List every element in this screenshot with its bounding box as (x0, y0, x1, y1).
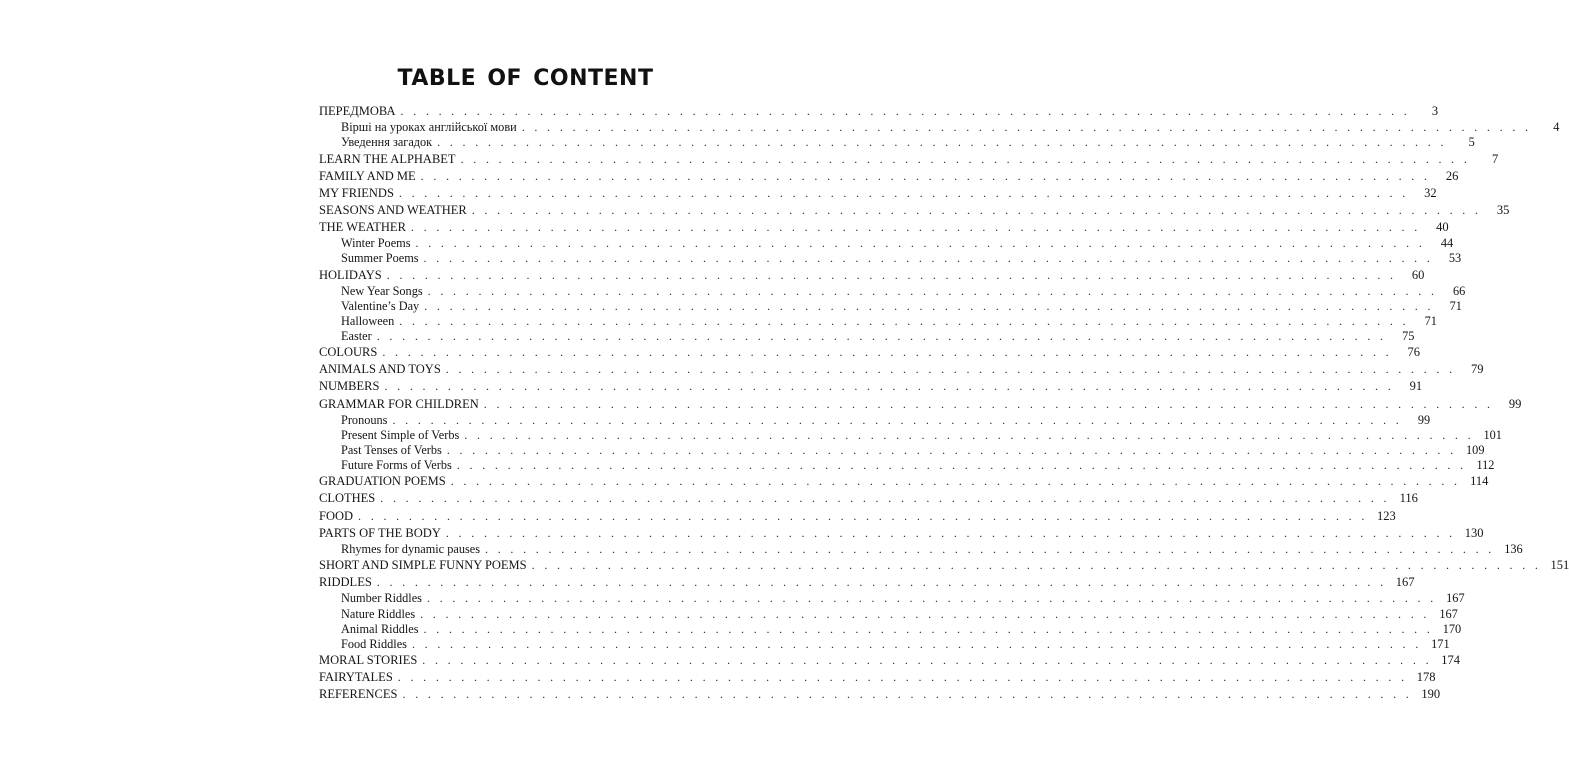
toc-subsection-entry (319, 591, 1465, 606)
dot-leader: . . . . . . . . . . . . . . . . . . . . . . . . . . . . . . . . . . . . . . . . . . . . . . . . . . . . . . . . . . . . . . . . . . . . . . . . . . . . . . . . (426, 591, 1437, 606)
dot-leader: . . . . . . . . . . . . . . . . . . . . . . . . . . . . . . . . . . . . . . . . . . . . . . . . . . . . . . . . . . . . . . . . . . . . . . . . . . . . . . . . (415, 236, 1426, 251)
toc-entry-page-number: 114 (1470, 474, 1489, 489)
toc-section-entry (319, 168, 1459, 185)
dot-leader: . . . . . . . . . . . . . . . . . . . . . . . . . . . . . . . . . . . . . . . . . . . . . . . . . . . . . . . . . . . . . . . . . . . . . . . . . . . . . . . . (386, 267, 1397, 282)
dot-leader: . . . . . . . . . . . . . . . . . . . . . . . . . . . . . . . . . . . . . . . . . . . . . . . . . . . . . . . . . . . . . . . . . . . . . . . . . . . . . . . . (410, 219, 1421, 234)
toc-entry-page-number: 101 (1483, 428, 1502, 443)
dot-leader: . . . . . . . . . . . . . . . . . . . . . . . . . . . . . . . . . . . . . . . . . . . . . . . . . . . . . . . . . . . . . . . . . . . . . . . . . . . . . . . . (437, 135, 1447, 150)
toc-subsection-entry (319, 314, 1437, 329)
toc-entry-page-number: 79 (1470, 362, 1484, 377)
toc-entry-page-number: 26 (1445, 168, 1459, 183)
dot-leader: . . . . . . . . . . . . . . . . . . . . . . . . . . . . . . . . . . . . . . . . . . . . . . . . . . . . . . . . . . . . . . . . . . . . . . . . . . . . . . . . (382, 345, 1392, 360)
toc-subsection-entry (319, 621, 1462, 637)
toc-entry-label: LEARN THE ALPHABET (319, 151, 456, 166)
dot-leader: . . . . . . . . . . . . . . . . . . . . . . . . . . . . . . . . . . . . . . . . . . . . . . . . . . . . . . . . . . . . . . . . . . . . . . . . . . . . . . . . (460, 151, 1471, 166)
toc-entry-page-number: 32 (1424, 185, 1437, 200)
toc-entry-label: Уведення загадок (341, 135, 433, 150)
toc-subsection-entry (319, 443, 1485, 458)
dot-leader: . . . . . . . . . . . . . . . . . . . . . . . . . . . . . . . . . . . . . . . . . . . . . . . . . . . . . . . . . . . . . . . . . . . . . . . . . . . . . . . . (400, 104, 1411, 118)
toc-entry-label: Present Simple of Verbs (341, 428, 460, 443)
toc-subsection-entry (319, 120, 1560, 135)
toc-section-entry (319, 473, 1489, 490)
toc-section-entry (319, 574, 1415, 591)
toc-entry-page-number: 99 (1508, 396, 1522, 411)
toc-entry-label: Number Riddles (341, 591, 422, 606)
page-title: TABLE OF CONTENT (397, 66, 654, 91)
toc-entry-label: Past Tenses of Verbs (341, 443, 442, 458)
toc-entry-page-number: 167 (1446, 591, 1465, 606)
dot-leader: . . . . . . . . . . . . . . . . . . . . . . . . . . . . . . . . . . . . . . . . . . . . . . . . . . . . . . . . . . . . . . . . . . . . . . . . . . . . . . . . (397, 670, 1408, 685)
toc-section-entry (319, 669, 1436, 686)
toc-entry-page-number: 4 (1553, 120, 1560, 135)
toc-section-entry (319, 202, 1510, 219)
dot-leader: . . . . . . . . . . . . . . . . . . . . . . . . . . . . . . . . . . . . . . . . . . . . . . . . . . . . . . . . . . . . . . . . . . . . . . . . . . . . . . . . (399, 314, 1409, 329)
toc-entry-label: Rhymes for dynamic pauses (341, 541, 480, 556)
toc-entry-label: FOOD (319, 508, 354, 523)
toc-list (319, 103, 1569, 703)
dot-leader: . . . . . . . . . . . . . . . . . . . . . . . . . . . . . . . . . . . . . . . . . . . . . . . . . . . . . . . . . . . . . . . . . . . . . . . . . . . . . . . . (422, 652, 1432, 667)
dot-leader: . . . . . . . . . . . . . . . . . . . . . . . . . . . . . . . . . . . . . . . . . . . . . . . . . . . . . . . . . . . . . . . . . . . . . . . . . . . . . . . . (446, 443, 1457, 458)
toc-entry-page-number: 3 (1431, 104, 1439, 118)
toc-section-entry (319, 103, 1439, 120)
toc-subsection-entry (319, 329, 1415, 344)
dot-leader: . . . . . . . . . . . . . . . . . . . . . . . . . . . . . . . . . . . . . . . . . . . . . . . . . . . . . . . . . . . . . . . . . . . . . . . . . . . . . . . . (521, 120, 1532, 135)
dot-leader: . . . . . . . . . . . . . . . . . . . . . . . . . . . . . . . . . . . . . . . . . . . . . . . . . . . . . . . . . . . . . . . . . . . . . . . . . . . . . . . . (456, 458, 1467, 473)
toc-entry-label: Easter (341, 329, 372, 344)
toc-entry-label: SEASONS AND WEATHER (319, 202, 467, 217)
toc-entry-label: GRAMMAR FOR CHILDREN (319, 396, 479, 411)
toc-subsection-entry (319, 135, 1475, 150)
toc-subsection-entry (319, 236, 1454, 251)
dot-leader: . . . . . . . . . . . . . . . . . . . . . . . . . . . . . . . . . . . . . . . . . . . . . . . . . . . . . . . . . . . . . . . . . . . . . . . . . . . . . . . . (531, 558, 1542, 573)
toc-entry-page-number: 99 (1417, 412, 1431, 427)
toc-entry-page-number: 71 (1424, 314, 1437, 329)
toc-entry-label: Food Riddles (341, 636, 407, 651)
toc-section-entry (319, 490, 1418, 507)
toc-subsection-entry (319, 541, 1523, 557)
dot-leader: . . . . . . . . . . . . . . . . . . . . . . . . . . . . . . . . . . . . . . . . . . . . . . . . . . . . . . . . . . . . . . . . . . . . . . . . . . . . . . . . (423, 251, 1434, 266)
toc-section-entry (319, 267, 1425, 284)
toc-subsection-entry (319, 606, 1458, 622)
toc-entry-page-number: 174 (1441, 652, 1460, 667)
toc-subsection-entry (319, 283, 1466, 299)
toc-entry-label: REFERENCES (319, 687, 398, 702)
toc-entry-page-number: 167 (1395, 575, 1415, 590)
dot-leader: . . . . . . . . . . . . . . . . . . . . . . . . . . . . . . . . . . . . . . . . . . . . . . . . . . . . . . . . . . . . . . . . . . . . . . . . . . . . . . . . (402, 687, 1413, 702)
toc-subsection-entry (319, 412, 1431, 428)
toc-entry-label: SHORT AND SIMPLE FUNNY POEMS (319, 558, 527, 573)
toc-section-entry (319, 508, 1396, 525)
toc-entry-label: Winter Poems (341, 236, 411, 251)
toc-entry-label: Future Forms of Verbs (341, 458, 452, 473)
toc-entry-page-number: 60 (1411, 267, 1425, 282)
dot-leader: . . . . . . . . . . . . . . . . . . . . . . . . . . . . . . . . . . . . . . . . . . . . . . . . . . . . . . . . . . . . . . . . . . . . . . . . . . . . . . . . (423, 621, 1434, 636)
toc-entry-page-number: 44 (1440, 236, 1454, 251)
toc-entry-page-number: 71 (1449, 299, 1462, 314)
toc-section-entry (319, 361, 1484, 378)
dot-leader: . . . . . . . . . . . . . . . . . . . . . . . . . . . . . . . . . . . . . . . . . . . . . . . . . . . . . . . . . . . . . . . . . . . . . . . . . . . . . . . . (485, 541, 1495, 556)
toc-section-entry (319, 219, 1449, 236)
toc-entry-label: FAIRYTALES (319, 670, 393, 685)
toc-entry-page-number: 170 (1442, 621, 1462, 636)
toc-page (319, 64, 1569, 703)
toc-section-entry (319, 557, 1569, 574)
toc-section-entry (319, 686, 1441, 703)
toc-entry-label: ANIMALS AND TOYS (319, 362, 441, 377)
toc-entry-page-number: 130 (1464, 525, 1484, 540)
toc-section-entry (319, 344, 1420, 361)
toc-entry-page-number: 190 (1421, 687, 1441, 702)
toc-entry-label: Summer Poems (341, 251, 419, 266)
dot-leader: . . . . . . . . . . . . . . . . . . . . . . . . . . . . . . . . . . . . . . . . . . . . . . . . . . . . . . . . . . . . . . . . . . . . . . . . . . . . . . . . (450, 474, 1461, 489)
toc-subsection-entry (319, 458, 1495, 473)
toc-entry-label: MORAL STORIES (319, 652, 418, 667)
dot-leader: . . . . . . . . . . . . . . . . . . . . . . . . . . . . . . . . . . . . . . . . . . . . . . . . . . . . . . . . . . . . . . . . . . . . . . . . . . . . . . . . (445, 525, 1456, 540)
toc-entry-page-number: 76 (1407, 345, 1420, 360)
toc-entry-page-number: 136 (1504, 541, 1523, 556)
dot-leader: . . . . . . . . . . . . . . . . . . . . . . . . . . . . . . . . . . . . . . . . . . . . . . . . . . . . . . . . . . . . . . . . . . . . . . . . . . . . . . . . (464, 428, 1474, 443)
dot-leader: . . . . . . . . . . . . . . . . . . . . . . . . . . . . . . . . . . . . . . . . . . . . . . . . . . . . . . . . . . . . . . . . . . . . . . . . . . . . . . . . (471, 202, 1482, 217)
dot-leader: . . . . . . . . . . . . . . . . . . . . . . . . . . . . . . . . . . . . . . . . . . . . . . . . . . . . . . . . . . . . . . . . . . . . . . . . . . . . . . . . (483, 396, 1494, 411)
toc-entry-label: GRADUATION POEMS (319, 474, 446, 489)
toc-entry-label: RIDDLES (319, 575, 372, 590)
dot-leader: . . . . . . . . . . . . . . . . . . . . . . . . . . . . . . . . . . . . . . . . . . . . . . . . . . . . . . . . . . . . . . . . . . . . . . . . . . . . . . . . (392, 412, 1403, 427)
dot-leader: . . . . . . . . . . . . . . . . . . . . . . . . . . . . . . . . . . . . . . . . . . . . . . . . . . . . . . . . . . . . . . . . . . . . . . . . . . . . . . . . (420, 168, 1431, 183)
toc-entry-page-number: 109 (1466, 443, 1485, 458)
dot-leader: . . . . . . . . . . . . . . . . . . . . . . . . . . . . . . . . . . . . . . . . . . . . . . . . . . . . . . . . . . . . . . . . . . . . . . . . . . . . . . . . (376, 329, 1387, 344)
toc-section-entry (319, 185, 1437, 202)
toc-entry-label: ПЕРЕДМОВА (319, 104, 396, 118)
toc-subsection-entry (319, 636, 1450, 652)
toc-entry-page-number: 123 (1376, 508, 1396, 523)
toc-section-entry (319, 652, 1460, 669)
toc-entry-page-number: 91 (1409, 379, 1423, 394)
toc-entry-page-number: 112 (1476, 458, 1495, 473)
toc-section-entry (319, 396, 1522, 413)
toc-entry-page-number: 35 (1496, 202, 1510, 217)
dot-leader: . . . . . . . . . . . . . . . . . . . . . . . . . . . . . . . . . . . . . . . . . . . . . . . . . . . . . . . . . . . . . . . . . . . . . . . . . . . . . . . . (424, 299, 1434, 314)
toc-entry-page-number: 7 (1491, 151, 1499, 166)
toc-entry-page-number: 53 (1448, 251, 1462, 266)
toc-entry-page-number: 75 (1402, 329, 1415, 344)
toc-entry-page-number: 167 (1439, 606, 1458, 621)
dot-leader: . . . . . . . . . . . . . . . . . . . . . . . . . . . . . . . . . . . . . . . . . . . . . . . . . . . . . . . . . . . . . . . . . . . . . . . . . . . . . . . . (420, 606, 1430, 621)
toc-entry-page-number: 5 (1468, 135, 1475, 150)
toc-entry-label: COLOURS (319, 345, 378, 360)
toc-subsection-entry (319, 428, 1502, 443)
toc-entry-label: Pronouns (341, 412, 388, 427)
toc-entry-page-number: 116 (1399, 491, 1418, 506)
dot-leader: . . . . . . . . . . . . . . . . . . . . . . . . . . . . . . . . . . . . . . . . . . . . . . . . . . . . . . . . . . . . . . . . . . . . . . . . . . . . . . . . (411, 636, 1422, 651)
toc-entry-label: MY FRIENDS (319, 185, 394, 200)
toc-entry-label: Вірші на уроках англійської мови (341, 120, 517, 135)
dot-leader: . . . . . . . . . . . . . . . . . . . . . . . . . . . . . . . . . . . . . . . . . . . . . . . . . . . . . . . . . . . . . . . . . . . . . . . . . . . . . . . . (384, 379, 1395, 394)
toc-section-entry (319, 525, 1484, 542)
toc-entry-label: CLOTHES (319, 491, 376, 506)
toc-entry-label: NUMBERS (319, 379, 380, 394)
toc-entry-page-number: 40 (1436, 219, 1449, 234)
toc-subsection-entry (319, 299, 1462, 314)
toc-entry-page-number: 66 (1453, 283, 1466, 298)
toc-entry-label: New Year Songs (341, 283, 423, 298)
dot-leader: . . . . . . . . . . . . . . . . . . . . . . . . . . . . . . . . . . . . . . . . . . . . . . . . . . . . . . . . . . . . . . . . . . . . . . . . . . . . . . . . (380, 491, 1390, 506)
toc-entry-label: FAMILY AND ME (319, 168, 416, 183)
toc-entry-page-number: 151 (1550, 558, 1569, 573)
toc-entry-label: Halloween (341, 314, 395, 329)
toc-entry-label: Valentine’s Day (341, 299, 420, 314)
toc-entry-label: PARTS OF THE BODY (319, 525, 441, 540)
dot-leader: . . . . . . . . . . . . . . . . . . . . . . . . . . . . . . . . . . . . . . . . . . . . . . . . . . . . . . . . . . . . . . . . . . . . . . . . . . . . . . . . (358, 508, 1368, 523)
toc-entry-label: THE WEATHER (319, 219, 406, 234)
toc-entry-page-number: 178 (1416, 670, 1436, 685)
toc-section-entry (319, 378, 1423, 395)
toc-entry-label: Animal Riddles (341, 621, 419, 636)
dot-leader: . . . . . . . . . . . . . . . . . . . . . . . . . . . . . . . . . . . . . . . . . . . . . . . . . . . . . . . . . . . . . . . . . . . . . . . . . . . . . . . . (427, 283, 1438, 298)
toc-subsection-entry (319, 251, 1462, 266)
dot-leader: . . . . . . . . . . . . . . . . . . . . . . . . . . . . . . . . . . . . . . . . . . . . . . . . . . . . . . . . . . . . . . . . . . . . . . . . . . . . . . . . (445, 362, 1456, 377)
toc-entry-label: Nature Riddles (341, 606, 416, 621)
toc-section-entry (319, 151, 1499, 168)
dot-leader: . . . . . . . . . . . . . . . . . . . . . . . . . . . . . . . . . . . . . . . . . . . . . . . . . . . . . . . . . . . . . . . . . . . . . . . . . . . . . . . . (398, 185, 1409, 200)
toc-entry-label: HOLIDAYS (319, 267, 382, 282)
toc-entry-page-number: 171 (1431, 636, 1450, 651)
dot-leader: . . . . . . . . . . . . . . . . . . . . . . . . . . . . . . . . . . . . . . . . . . . . . . . . . . . . . . . . . . . . . . . . . . . . . . . . . . . . . . . . (376, 575, 1387, 590)
